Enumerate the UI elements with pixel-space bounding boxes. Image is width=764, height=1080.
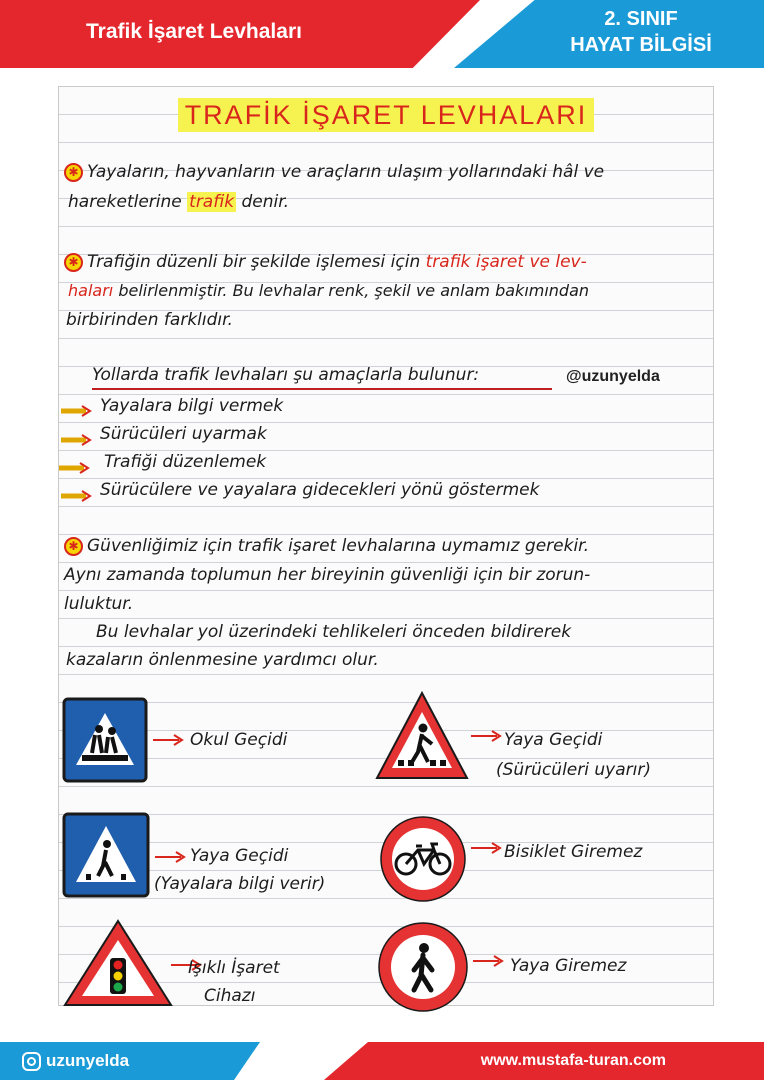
label-no-bicycles: Bisiklet Giremez <box>504 842 643 862</box>
para2-text-1a: Trafiğin düzenli bir şekilde işlemesi için <box>87 252 421 272</box>
para2-text-2b: belirlenmiştir. Bu levhalar renk, şekil ve anlam bakımından <box>118 281 590 300</box>
para2-red-1: trafik işaret ve lev- <box>425 252 587 272</box>
para1-text-1: Yayaların, hayvanların ve araçların ulaşım yollarındaki hâl ve <box>87 162 605 182</box>
label-pedestrian-crossing-info-note: (Yayalara bilgi verir) <box>154 874 326 894</box>
school-crossing-sign-icon <box>62 697 148 783</box>
grade-line-1: 2. SINIF <box>604 8 678 30</box>
purpose-item-4: Sürücülere ve yayalara gidecekleri yönü göstermek <box>100 480 540 500</box>
footer-handle[interactable]: uzunyelda <box>46 1051 130 1070</box>
para2-line2 <box>68 281 589 300</box>
arrow-right-icon <box>472 954 504 968</box>
instagram-icon <box>22 1052 41 1071</box>
para3-line5: kazaların önlenmesine yardımcı olur. <box>66 650 379 670</box>
star-bullet-icon: ✱ <box>64 253 83 272</box>
para1-text-2b: denir. <box>241 192 290 212</box>
label-pedestrian-crossing-warning-note: (Sürücüleri uyarır) <box>496 760 651 780</box>
no-bicycles-sign-icon <box>378 814 468 904</box>
star-bullet-icon: ✱ <box>64 163 83 182</box>
label-school-crossing: Okul Geçidi <box>190 730 288 750</box>
star-bullet-icon: ✱ <box>64 537 83 556</box>
para3-line1 <box>64 536 589 556</box>
heading-underline <box>92 388 552 390</box>
highlight-trafik: trafik <box>189 192 235 212</box>
inline-handle: @uzunyelda <box>566 368 660 385</box>
para1-line1 <box>64 162 604 182</box>
pedestrian-crossing-warning-sign-icon <box>374 690 470 782</box>
label-traffic-light: Işıklı İşaret <box>188 958 280 978</box>
para3-line2: Aynı zamanda toplumun her bireyinin güvenliği için bir zorun- <box>64 565 591 585</box>
arrow-bullet-icon <box>60 433 94 447</box>
label-pedestrian-crossing-warning: Yaya Geçidi <box>504 730 603 750</box>
pedestrian-crossing-info-sign-icon <box>62 812 150 898</box>
para2-red-2: haları <box>68 281 114 300</box>
purpose-item-2: Sürücüleri uyarmak <box>100 424 267 444</box>
arrow-right-icon <box>154 850 186 864</box>
grade-line-2: HAYAT BİLGİSİ <box>570 34 712 56</box>
header-title: Trafik İşaret Levhaları <box>86 20 302 43</box>
para1-text-2a: hareketlerine <box>68 192 182 212</box>
purpose-item-3: Trafiği düzenlemek <box>104 452 267 472</box>
para3-line4: Bu levhalar yol üzerindeki tehlikeleri önceden bildirerek <box>96 622 572 642</box>
page-title: TRAFİK İŞARET LEVHALARI <box>178 98 594 132</box>
traffic-light-sign-icon <box>62 918 174 1008</box>
arrow-right-icon <box>152 733 184 747</box>
para2-line1 <box>64 252 587 272</box>
para2-line3: birbirinden farklıdır. <box>66 310 233 330</box>
footer-website-link[interactable]: www.mustafa-turan.com <box>480 1052 666 1069</box>
para3-text-1: Güvenliğimiz için trafik işaret levhalarına uymamız gerekir. <box>87 536 590 556</box>
label-pedestrian-crossing-info: Yaya Geçidi <box>190 846 289 866</box>
label-traffic-light-2: Cihazı <box>204 986 256 1006</box>
arrow-right-icon <box>470 729 502 743</box>
label-no-pedestrians: Yaya Giremez <box>510 956 627 976</box>
arrow-bullet-icon <box>60 404 94 418</box>
purpose-heading: Yollarda trafik levhaları şu amaçlarla bulunur: <box>92 365 480 385</box>
no-pedestrians-sign-icon <box>376 920 470 1014</box>
arrow-right-icon <box>470 841 502 855</box>
arrow-bullet-icon <box>58 461 92 475</box>
header-grade <box>546 6 736 58</box>
purpose-item-1: Yayalara bilgi vermek <box>100 396 284 416</box>
para3-line3: luluktur. <box>64 594 134 614</box>
para1-line2 <box>68 192 289 212</box>
arrow-bullet-icon <box>60 489 94 503</box>
